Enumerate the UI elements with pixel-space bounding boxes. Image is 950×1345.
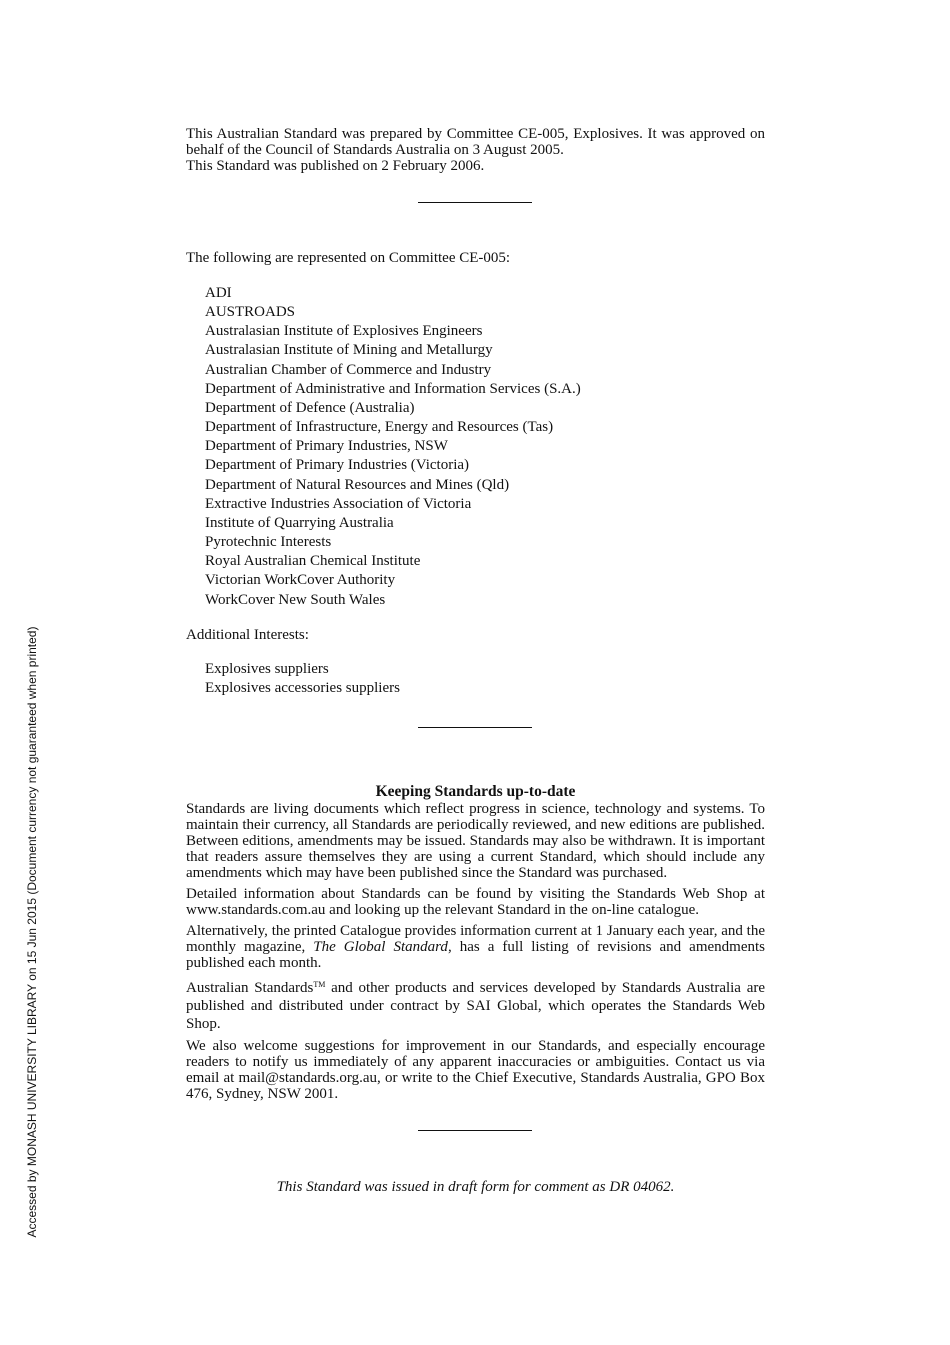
catalogue-text-end: , has a full listing of revisions and amendments published each month. [186, 938, 765, 971]
sai-global-text: and other products and services developed by Standards Australia are published and distributed under contract by SAI Global, which operates the Standards Web Shop. [186, 979, 766, 1032]
committee-intro: The following are represented on Committee CE-005: [186, 250, 511, 266]
committee-member: Extractive Industries Association of Victoria [205, 495, 472, 512]
committee-member: Victorian WorkCover Authority [205, 572, 396, 589]
additional-interests-heading: Additional Interests: [186, 626, 309, 643]
keeping-paragraph-suggestions: We also welcome suggestions for improvement in our Standards, and especially encourage readers to notify us immediately of any apparent inaccuracies or ambiguities. Contact us via email at mail@standards.org.au, or write to the Chief Executive, Standards Australia, GPO Box 476, Sydney, NSW 2001. [186, 1037, 765, 1102]
committee-member: Department of Infrastructure, Energy and Resources (Tas) [205, 419, 554, 436]
magazine-title: The Global Standard [313, 938, 448, 955]
committee-member: Australasian Institute of Explosives Engineers [205, 323, 483, 340]
committee-member: Department of Primary Industries (Victoria) [205, 457, 470, 474]
additional-interest: Explosives suppliers [205, 660, 329, 677]
committee-member: AUSTROADS [205, 304, 296, 321]
committee-member: Australian Chamber of Commerce and Industry [205, 361, 492, 378]
committee-member: Australasian Institute of Mining and Metallurgy [205, 342, 493, 359]
keeping-paragraph-web-shop: Detailed information about Standards can be found by visiting the Standards Web Shop at www.standards.com.au and looking up the relevant Standard in the on-line catalogue. [186, 885, 765, 918]
committee-member: Department of Primary Industries, NSW [205, 438, 448, 455]
committee-member: Pyrotechnic Interests [205, 534, 332, 551]
australian-standards-text: Australian Standards [186, 979, 314, 996]
committee-member-list [186, 284, 765, 610]
additional-interest: Explosives accessories suppliers [205, 679, 400, 696]
draft-issue-note: This Standard was issued in draft form for comment as DR 04062. [276, 1178, 675, 1195]
additional-interests-list [186, 660, 765, 698]
committee-member: WorkCover New South Wales [205, 591, 386, 608]
keeping-paragraph-catalogue [186, 923, 765, 971]
committee-member: Institute of Quarrying Australia [205, 514, 394, 531]
page-content [186, 126, 765, 1195]
committee-member: Department of Natural Resources and Mines (Qld) [205, 476, 510, 493]
keeping-paragraph-sai-global [186, 976, 765, 1033]
catalogue-text-start: Alternatively, the printed Catalogue provides information current at 1 January each year, and the monthly magazine, [186, 922, 765, 955]
divider-rule [418, 202, 532, 203]
keeping-standards-heading: Keeping Standards up-to-date [375, 782, 576, 800]
committee-member: ADI [205, 285, 232, 301]
publication-date-statement: This Standard was published on 2 February 2006. [186, 158, 485, 174]
access-watermark: Accessed by MONASH UNIVERSITY LIBRARY on 15 Jun 2015 (Document currency not guaranteed when printed) [25, 626, 39, 1238]
keeping-paragraph-living-documents: Standards are living documents which reflect progress in science, technology and systems. To maintain their currency, all Standards are periodically reviewed, and new editions are published. Between editions, amendments may be issued. Standards may also be withdrawn. It is important that readers assure themselves they are using a current Standard, which should include any amendments which may have been published since the Standard was purchased. [186, 800, 765, 881]
committee-member: Department of Administrative and Information Services (S.A.) [205, 380, 581, 397]
divider-rule [418, 727, 532, 728]
preparation-statement: This Australian Standard was prepared by Committee CE-005, Explosives. It was approved on behalf of the Council of Standards Australia on 3 August 2005. [186, 126, 765, 158]
committee-member: Department of Defence (Australia) [205, 399, 415, 416]
committee-member: Royal Australian Chemical Institute [205, 553, 421, 570]
trademark-mark: TM [313, 979, 326, 989]
divider-rule [418, 1130, 532, 1131]
